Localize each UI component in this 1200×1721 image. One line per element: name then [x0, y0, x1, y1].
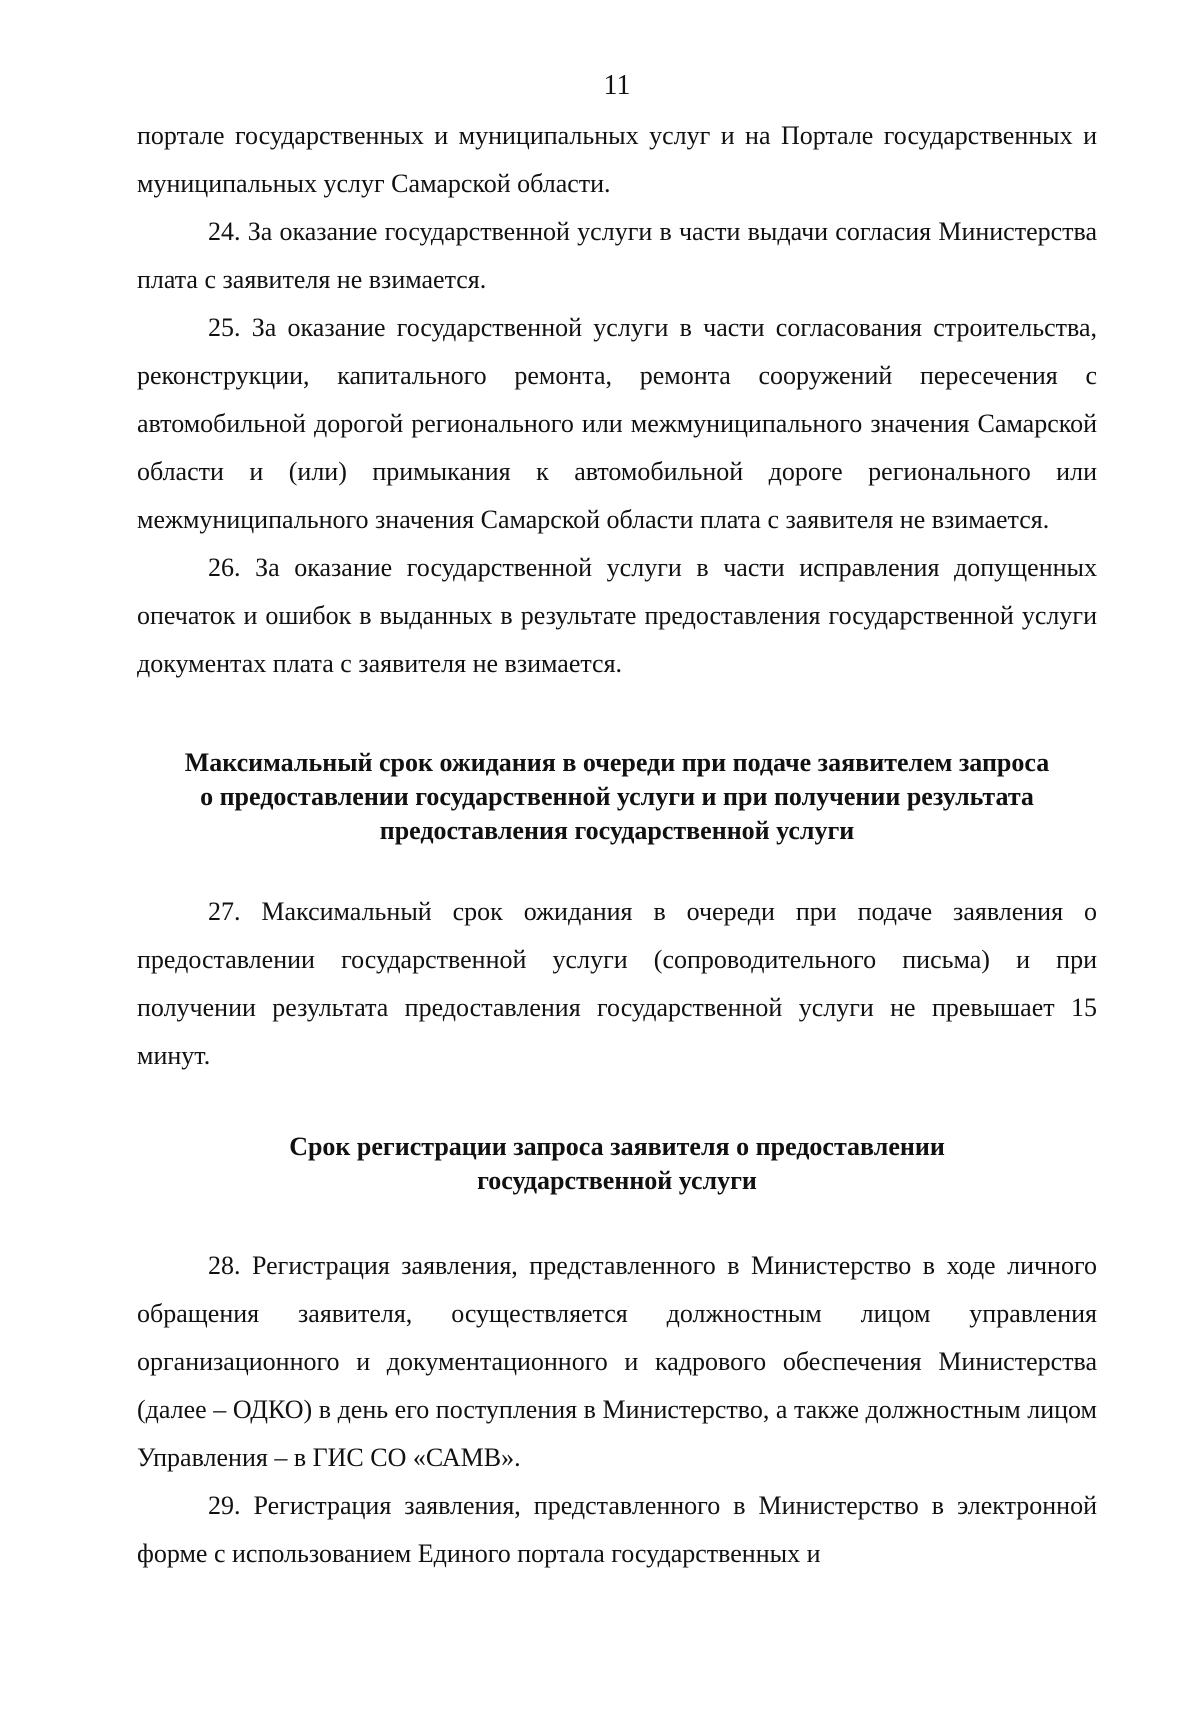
paragraph-29: 29. Регистрация заявления, представленного в Министерство в электронной форме с использованием Единого портала государственных и — [137, 1491, 1097, 1568]
page-number: 11 — [603, 70, 631, 101]
paragraph-24: 24. За оказание государственной услуги в части выдачи согласия Министерства плата с заявителя не взимается. — [137, 217, 1097, 294]
section-spacer — [137, 1080, 1097, 1130]
heading-line: Максимальный срок ожидания в очереди при подаче заявителем запроса — [184, 748, 1050, 777]
paragraph-continuation: портале государственных и муниципальных услуг и на Портале государственных и муниципальных услуг Самарской области. — [137, 121, 1097, 198]
heading-line: о предоставлении государственной услуги и при получении результата — [200, 782, 1034, 811]
paragraph-25: 25. За оказание государственной услуги в части согласования строительства, реконструкции, капитального ремонта, ремонта сооружений пересечения с автомобильной дорогой регионального или межмуниципального значения Самарской области и (или) примыкания к автомобильной дороге регионального или межмуниципального значения Самарской области плата с заявителя не взимается. — [137, 313, 1097, 534]
heading-line: предоставления государственной услуги — [379, 816, 855, 845]
heading-line: государственной услуги — [477, 1166, 757, 1195]
document-body — [137, 112, 1097, 1578]
section-spacer — [137, 1198, 1097, 1242]
section-spacer — [137, 848, 1097, 888]
section-spacer — [137, 688, 1097, 746]
section-heading-registration-term — [137, 1130, 1097, 1198]
heading-line: Срок регистрации запроса заявителя о предоставлении — [289, 1132, 945, 1161]
paragraph-28: 28. Регистрация заявления, представленного в Министерство в ходе личного обращения заявителя, осуществляется должностным лицом управления организационного и документационного и кадрового обеспечения Министерства (далее – ОДКО) в день его поступления в Министерство, а также должностным лицом Управления – в ГИС СО «САМВ». — [137, 1251, 1097, 1472]
section-heading-queue-time — [137, 746, 1097, 848]
paragraph-27: 27. Максимальный срок ожидания в очереди при подаче заявления о предоставлении государственной услуги (сопроводительного письма) и при получении результата предоставления государственной услуги не превышает 15 минут. — [137, 897, 1097, 1070]
paragraph-26: 26. За оказание государственной услуги в части исправления допущенных опечаток и ошибок в выданных в результате предоставления государственной услуги документах плата с заявителя не взимается. — [137, 553, 1097, 678]
